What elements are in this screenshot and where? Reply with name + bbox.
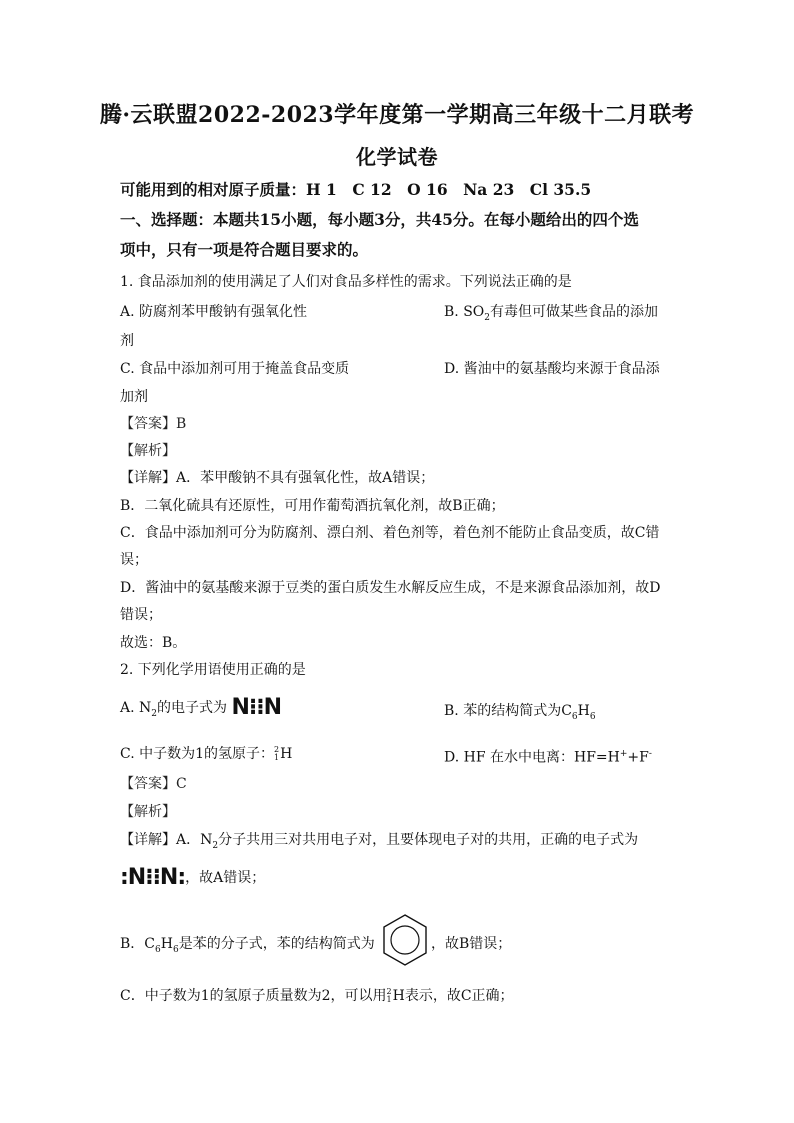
q2-detail-c-mass: 2 (386, 987, 392, 996)
q1-option-c: C. 食品中添加剂可用于掩盖食品变质 (120, 361, 350, 377)
q1-analysis-label: 【解析】 (120, 443, 176, 459)
q1-detail-a: 【详解】A．苯甲酸钠不具有强氧化性，故A错误； (120, 470, 435, 486)
q2-detail-a-sub: 2 (212, 840, 219, 851)
n2-lewis-wrong: N⁝⁝N (231, 695, 281, 720)
q1-option-d: D. 酱油中的氨基酸均来源于食品添 (444, 361, 660, 377)
exam-title: 腾·云联盟2022-2023学年度第一学期高三年级十二月联考 (99, 102, 695, 128)
q1-detail-d: D．酱油中的氨基酸来源于豆类的蛋白质发生水解反应生成，不是来源食品添加剂，故D (120, 580, 661, 596)
q2-analysis-label: 【解析】 (120, 804, 176, 820)
q1-option-b-sub: 2 (484, 312, 491, 323)
q2-option-b-sub2: 6 (589, 711, 596, 722)
q1-detail-c: C．食品中添加剂可分为防腐剂、漂白剂、着色剂等，着色剂不能防止食品变质，故C错 (120, 525, 660, 541)
q2-detail-a-2: 分子共用三对共用电子对，且要体现电子对的共用，正确的电子式为 (218, 832, 639, 848)
q2-detail-b-end: ，故B错误； (431, 936, 512, 952)
q1-detail-d-cont: 错误； (120, 607, 162, 623)
benzene-ring-icon (380, 912, 430, 970)
q2-option-a-text: 的电子式为 (157, 700, 227, 716)
q2-detail-b-h: H (160, 936, 173, 952)
q2-detail-a-end: ，故A错误； (185, 870, 266, 886)
q2-detail-a (120, 830, 638, 856)
q2-option-a (120, 695, 281, 724)
q2-option-b-c: C (561, 703, 572, 719)
section-instruction-1: 一、选择题：本题共15小题，每小题3分，共45分。在每小题给出的四个选 (120, 210, 639, 229)
q2-detail-c-1: C．中子数为1的氢原子质量数为2，可以用 (120, 988, 387, 1004)
q2-detail-b-sub1: 6 (155, 944, 161, 955)
q2-detail-b-2: 是苯的分子式，苯的结构简式为 (178, 936, 375, 952)
section-instruction-2: 项中，只有一项是符合题目要求的。 (120, 240, 369, 259)
q2-detail-b-c: C (144, 936, 156, 952)
q2-option-a-sub: 2 (151, 708, 157, 719)
q1-conclusion: 故选：B。 (120, 635, 187, 651)
n2-lewis-correct: :N⁝⁝N: (120, 865, 186, 890)
q2-detail-a-lewis-line (120, 865, 266, 890)
q2-option-b-text: B. 苯的结构简式为 (444, 703, 562, 719)
q2-option-d (444, 744, 652, 768)
atomic-mass-line: 可能用到的相对原子质量：H 1 C 12 O 16 Na 23 Cl 35.5 (120, 180, 592, 199)
q2-detail-c-atomic: 1 (386, 995, 392, 1004)
q2-stem: 2. 下列化学用语使用正确的是 (120, 662, 306, 678)
q1-answer: 【答案】B (120, 416, 187, 432)
q2-answer: 【答案】C (120, 776, 187, 792)
q2-detail-b (120, 934, 375, 960)
q2-option-c-text: C. 中子数为1的氢原子： (120, 746, 275, 762)
q2-option-b (444, 701, 596, 727)
q2-option-c-symbol: H (280, 746, 293, 762)
q1-detail-b: B．二氧化硫具有还原性，可用作葡萄酒抗氧化剂，故B正确； (120, 498, 505, 514)
q2-detail-c-symbol: H (392, 988, 405, 1004)
exam-subtitle: 化学试卷 (356, 145, 438, 169)
q2-option-d-sup1: + (619, 749, 628, 759)
q2-detail-a-1: 【详解】A．N (120, 832, 213, 848)
q1-option-b-prefix: B. (444, 304, 464, 320)
q1-option-d-cont: 加剂 (120, 389, 148, 405)
q2-option-d-eq2: +F (627, 749, 649, 766)
q1-option-b-text: 有毒但可做某些食品的添加 (490, 304, 659, 320)
q2-option-b-h: H (577, 703, 590, 719)
q2-option-a-mol: N (139, 700, 152, 716)
q1-detail-c-cont: 误； (120, 552, 148, 568)
q2-option-d-text: D. HF 在水中电离： (444, 749, 574, 766)
q2-option-c-mass: 2 (274, 745, 280, 754)
q2-option-a-prefix: A. (120, 700, 140, 716)
q2-option-b-sub1: 6 (571, 711, 578, 722)
q2-option-d-eq1: HF=H (574, 749, 620, 766)
q2-option-d-sup2: - (648, 749, 652, 759)
q1-stem: 1. 食品添加剂的使用满足了人们对食品多样性的需求。下列说法正确的是 (120, 274, 572, 290)
q2-detail-c (120, 986, 514, 1006)
q1-option-b (444, 302, 658, 328)
q2-option-c-isotope (274, 746, 279, 762)
q2-detail-b-1: B． (120, 936, 145, 952)
q1-option-a: A. 防腐剂苯甲酸钠有强氧化性 (120, 304, 308, 320)
q2-detail-c-2: 表示，故C正确； (404, 988, 514, 1004)
q2-detail-b-sub2: 6 (172, 944, 179, 955)
q2-option-c-atomic: 1 (274, 753, 280, 762)
q1-option-b-cont: 剂 (120, 333, 134, 349)
q2-option-c (120, 744, 292, 764)
q2-detail-c-isotope (387, 988, 392, 1004)
q1-option-b-formula: SO (463, 304, 485, 320)
